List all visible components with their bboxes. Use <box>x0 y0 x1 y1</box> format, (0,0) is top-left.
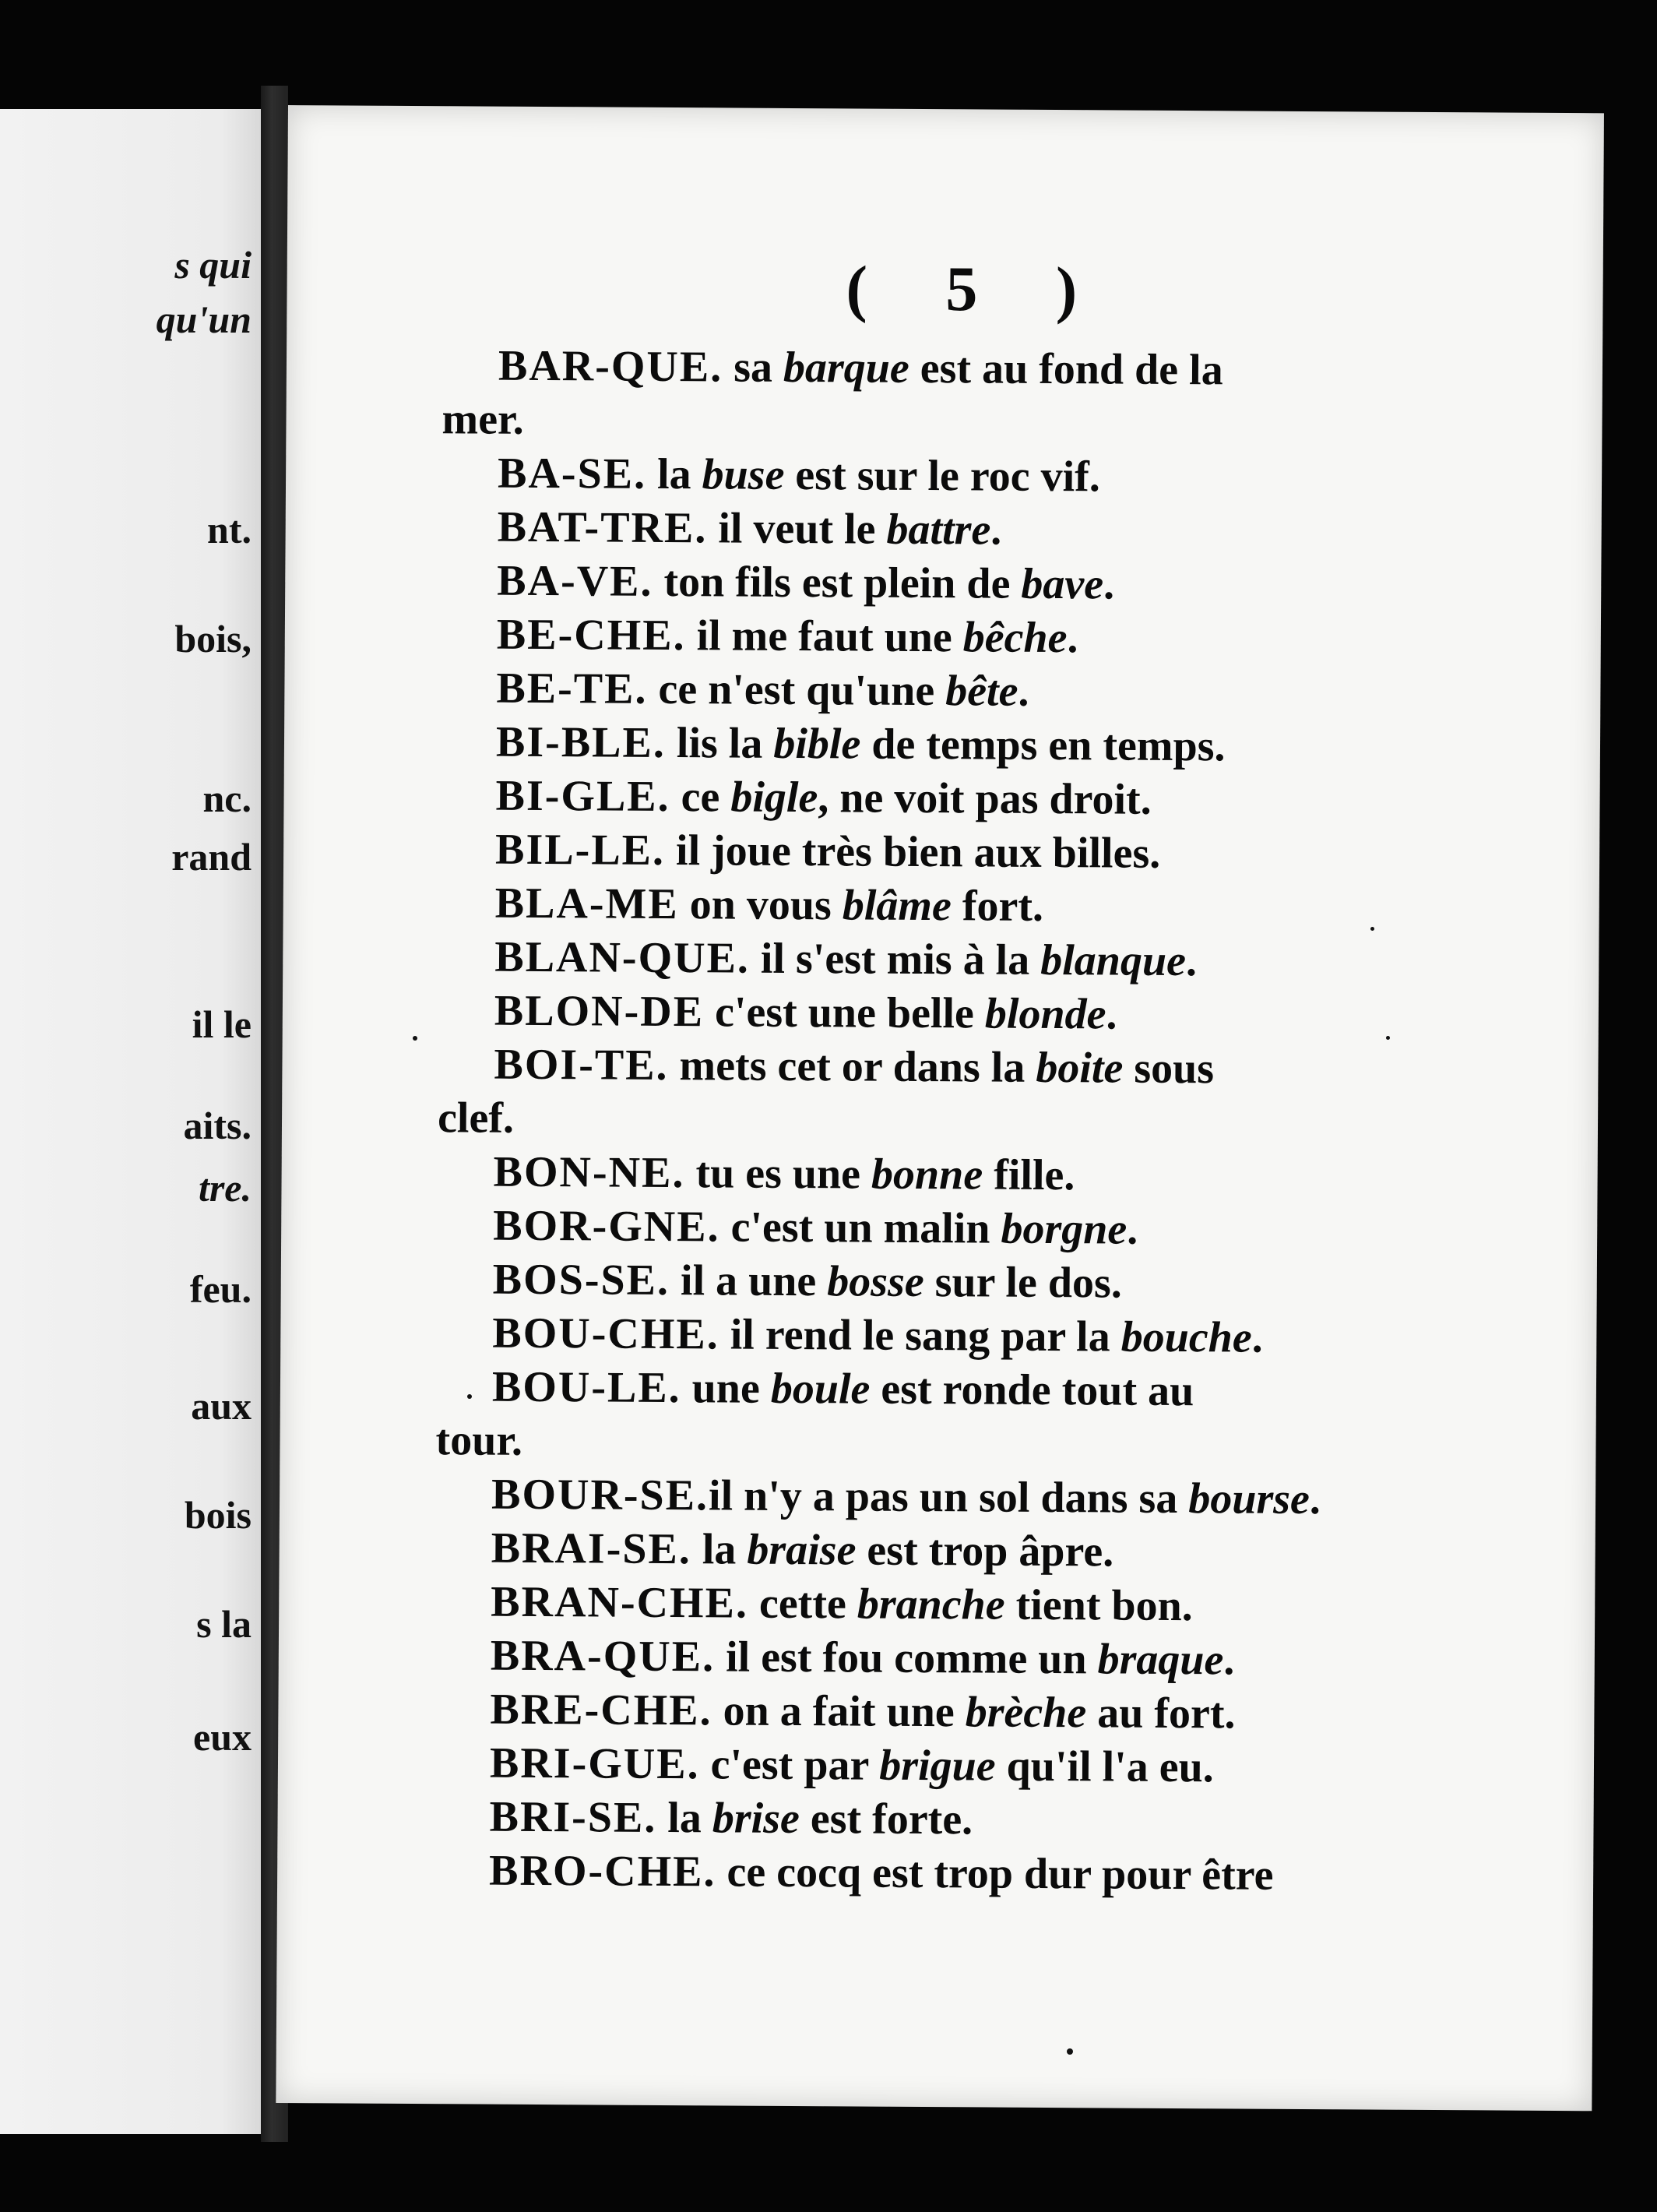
example-text: . <box>990 505 1002 555</box>
example-keyword: brigue <box>879 1741 996 1791</box>
example-keyword: boite <box>1036 1043 1124 1093</box>
example-text: il s'est mis à la <box>749 934 1041 984</box>
dictionary-entry <box>498 448 1657 507</box>
dictionary-entry <box>495 824 1657 883</box>
example-text: est sur le roc vif. <box>784 450 1100 502</box>
headword: BOU-CHE. <box>492 1309 719 1359</box>
left-page-fragment: aits. <box>183 1104 252 1147</box>
example-text: il joue très bien aux billes. <box>664 826 1161 878</box>
example-text: sous <box>1123 1044 1215 1094</box>
left-page-fragment: bois <box>184 1493 252 1537</box>
headword: BRI-GUE. <box>489 1738 700 1789</box>
example-keyword: bigle <box>730 773 818 822</box>
dictionary-entry <box>498 340 1657 400</box>
headword: BRE-CHE. <box>490 1685 712 1735</box>
dictionary-entry <box>493 1254 1657 1313</box>
example-text: il est fou comme un <box>714 1633 1098 1684</box>
example-keyword: bouche <box>1120 1312 1252 1362</box>
example-text: c'est par <box>699 1740 880 1790</box>
left-page-fragment: il le <box>192 1002 252 1046</box>
example-text: cette <box>748 1579 858 1629</box>
headword: BIL-LE. <box>494 825 666 875</box>
example-text: , ne voit pas droit. <box>818 773 1152 824</box>
example-text: une <box>681 1364 771 1413</box>
dictionary-entry <box>491 1630 1657 1689</box>
left-page-fragment: rand <box>171 835 252 879</box>
headword: BLA-ME <box>494 879 679 929</box>
example-keyword: buse <box>702 450 785 499</box>
example-text: c'est un malin <box>719 1203 1001 1253</box>
example-text: fille. <box>982 1150 1075 1200</box>
dictionary-entry <box>489 1845 1657 1904</box>
scan-speck <box>1370 927 1374 931</box>
example-text: . <box>1251 1313 1263 1362</box>
example-keyword: bourse <box>1188 1474 1310 1524</box>
example-keyword: bible <box>773 719 861 769</box>
headword: BOUR-SE. <box>491 1470 709 1520</box>
example-text: ce <box>670 773 731 822</box>
example-text: clef. <box>437 1094 515 1143</box>
example-text: la <box>656 1793 713 1843</box>
example-text: ce cocq est trop dur pour être <box>716 1847 1274 1900</box>
example-text: . <box>1106 990 1117 1039</box>
headword: BLAN-QUE. <box>494 932 751 983</box>
example-keyword: bosse <box>827 1257 924 1307</box>
example-keyword: blonde <box>984 989 1106 1039</box>
left-page-fragment: aux <box>191 1384 252 1428</box>
page-number: ( 5 ) <box>846 252 1109 326</box>
example-text: est forte. <box>799 1795 973 1844</box>
headword: BRAN-CHE. <box>491 1577 749 1628</box>
left-page-fragment: bois, <box>174 617 252 660</box>
dictionary-entry <box>494 1039 1657 1098</box>
example-keyword: bêche <box>962 613 1068 663</box>
headword: BAT-TRE. <box>497 502 708 553</box>
dictionary-entry <box>494 985 1657 1044</box>
example-text: est trop âpre. <box>856 1526 1114 1576</box>
example-text: on a fait une <box>712 1686 966 1737</box>
previous-page-edge <box>0 109 261 2134</box>
example-text: . <box>1103 560 1115 609</box>
example-keyword: barque <box>783 343 909 393</box>
example-keyword: blanque <box>1040 935 1187 986</box>
example-text: on vous <box>678 880 843 930</box>
headword: BI-GLE. <box>495 771 670 822</box>
example-text: . <box>1127 1205 1138 1254</box>
example-keyword: bête <box>945 667 1018 716</box>
example-text: ton fils est plein de <box>653 557 1022 608</box>
scan-speck <box>467 1394 472 1399</box>
example-text: . <box>1309 1475 1321 1524</box>
entry-list <box>287 339 1602 1900</box>
example-text: il n'y a pas un sol dans sa <box>708 1471 1189 1523</box>
example-text: qu'il l'a eu. <box>995 1742 1214 1792</box>
dictionary-entry <box>490 1684 1657 1743</box>
example-text: tour. <box>435 1416 523 1465</box>
left-page-fragment: eux <box>193 1715 252 1759</box>
example-text: mets cet or dans la <box>668 1041 1036 1092</box>
dictionary-entry <box>489 1791 1657 1851</box>
example-text: mer. <box>442 395 524 444</box>
example-text: c'est une belle <box>703 988 986 1038</box>
scan-speck <box>413 1036 417 1041</box>
example-keyword: brise <box>712 1794 800 1844</box>
example-text: . <box>1067 614 1078 663</box>
example-text: . <box>1018 667 1029 716</box>
left-page-fragment: nc. <box>202 777 252 820</box>
example-keyword: branche <box>857 1580 1005 1629</box>
example-keyword: bave <box>1021 559 1104 609</box>
example-keyword: battre <box>886 505 991 555</box>
headword: BE-CHE. <box>496 610 686 660</box>
headword: BOI-TE. <box>494 1040 669 1090</box>
headword: BLON-DE <box>494 986 705 1037</box>
headword: BON-NE. <box>493 1147 685 1198</box>
example-text: de temps en temps. <box>860 720 1226 771</box>
left-page-fragment: feu. <box>189 1267 252 1311</box>
headword: BI-BLE. <box>495 717 667 767</box>
left-page-fragment: nt. <box>207 508 252 551</box>
dictionary-entry <box>493 1200 1657 1259</box>
example-text: au fort. <box>1086 1689 1236 1738</box>
example-text: ce n'est qu'une <box>647 664 946 716</box>
example-keyword: braque <box>1097 1635 1224 1685</box>
entry-continuation <box>435 1414 1657 1474</box>
dictionary-entry <box>497 555 1657 615</box>
example-text: est ronde tout au <box>870 1365 1194 1416</box>
headword: BRA-QUE. <box>490 1631 716 1682</box>
example-text: la <box>646 449 702 499</box>
entry-continuation <box>442 393 1657 453</box>
headword: BRAI-SE. <box>491 1523 692 1574</box>
dictionary-entry <box>497 609 1657 668</box>
example-text: lis la <box>665 718 774 768</box>
example-keyword: blâme <box>842 881 952 931</box>
example-text: tu es une <box>684 1149 872 1199</box>
dictionary-entry <box>493 1147 1657 1206</box>
example-text: il rend le sang par la <box>719 1310 1121 1361</box>
example-text: il me faut une <box>685 611 963 662</box>
dictionary-entry <box>496 717 1657 776</box>
scan-speck <box>1386 1036 1390 1040</box>
headword: BOU-LE. <box>491 1362 681 1413</box>
dictionary-entry <box>497 502 1657 561</box>
example-text: . <box>1223 1636 1235 1685</box>
left-page-fragment: tre. <box>198 1166 252 1210</box>
dictionary-entry <box>496 663 1657 722</box>
headword: BRI-SE. <box>489 1792 657 1842</box>
scan-speck <box>1067 2048 1073 2055</box>
example-text: la <box>691 1525 748 1574</box>
headword: BOR-GNE. <box>493 1201 720 1252</box>
headword: BA-SE. <box>497 449 647 498</box>
example-text: il a une <box>669 1256 828 1306</box>
left-page-fragment: qu'un <box>156 298 252 341</box>
example-text: est au fond de la <box>909 343 1223 395</box>
dictionary-entry <box>491 1523 1657 1582</box>
dictionary-entry <box>495 770 1657 830</box>
dictionary-entry <box>494 932 1657 991</box>
example-text: . <box>1185 937 1198 986</box>
example-keyword: bonne <box>871 1150 983 1199</box>
left-page-fragment: s la <box>196 1602 252 1646</box>
dictionary-entry <box>492 1361 1657 1421</box>
dictionary-entry <box>491 1469 1657 1528</box>
headword: BE-TE. <box>496 664 648 713</box>
entry-continuation <box>438 1092 1657 1151</box>
example-text: il veut le <box>707 504 887 554</box>
example-text: sur le dos. <box>923 1258 1123 1308</box>
page <box>276 105 1604 2111</box>
headword: BA-VE. <box>497 556 653 606</box>
example-keyword: brèche <box>965 1688 1087 1738</box>
headword: BAR-QUE. <box>498 341 723 392</box>
dictionary-entry <box>495 878 1657 937</box>
example-keyword: braise <box>747 1525 857 1575</box>
example-text: tient bon. <box>1004 1580 1193 1631</box>
headword: BOS-SE. <box>492 1255 670 1305</box>
left-page-fragment: s qui <box>174 243 252 287</box>
dictionary-entry <box>490 1738 1657 1797</box>
example-text: sa <box>723 343 784 392</box>
dictionary-entry <box>491 1576 1657 1636</box>
example-keyword: boule <box>770 1364 871 1414</box>
headword: BRO-CHE. <box>488 1846 716 1897</box>
example-keyword: borgne <box>1001 1204 1128 1254</box>
dictionary-entry <box>492 1308 1657 1367</box>
example-text: fort. <box>951 882 1044 931</box>
